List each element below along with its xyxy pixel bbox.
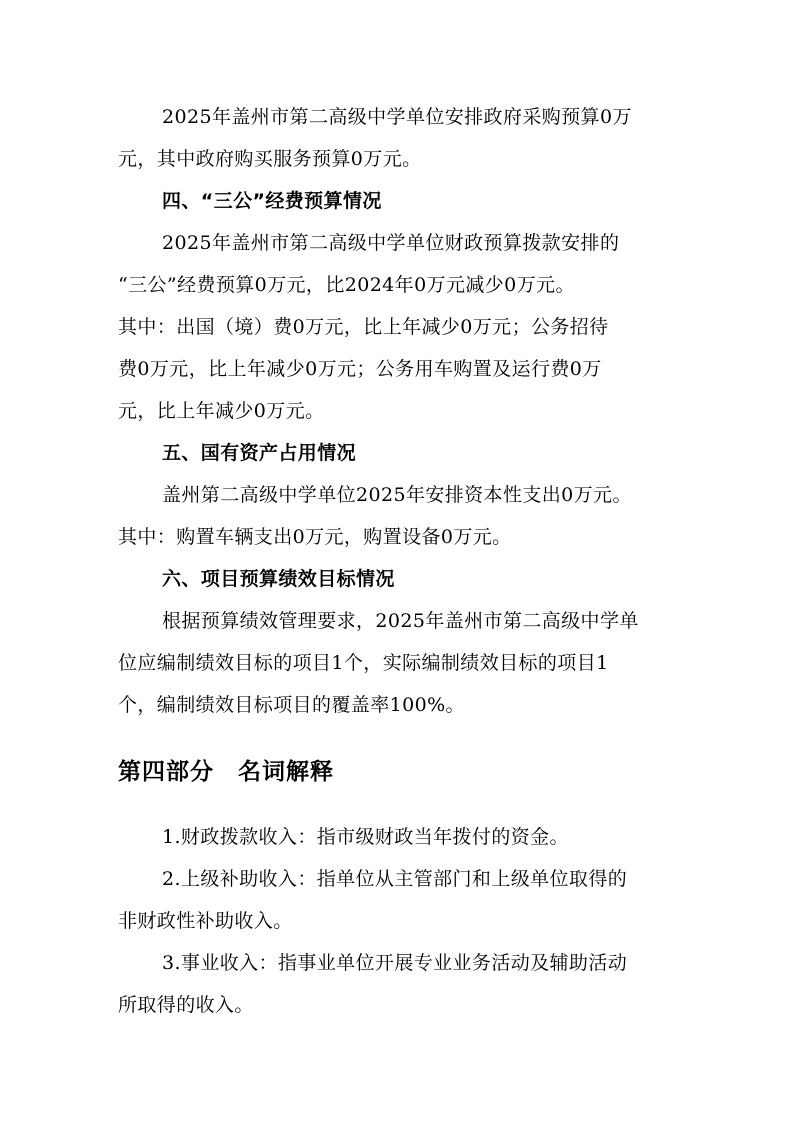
performance-paragraph-line-3: 个，编制绩效目标项目的覆盖率100%。 <box>118 694 465 716</box>
definition-3-line-1: 3.事业收入：指事业单位开展专业业务活动及辅助活动 <box>162 952 628 974</box>
three-public-paragraph-line-5: 元，比上年减少0万元。 <box>118 400 325 422</box>
performance-paragraph-line-1: 根据预算绩效管理要求，2025年盖州市第二高级中学单 <box>162 610 639 632</box>
three-public-paragraph-line-1: 2025年盖州市第二高级中学单位财政预算拨款安排的 <box>162 232 620 254</box>
section-heading-performance-goals: 六、项目预算绩效目标情况 <box>162 568 395 590</box>
section-heading-three-public: 四、“三公”经费预算情况 <box>162 190 382 212</box>
definition-2-line-2: 非财政性补助收入。 <box>118 910 293 932</box>
procurement-paragraph-line-1: 2025年盖州市第二高级中学单位安排政府采购预算0万 <box>162 106 632 128</box>
part-four-heading: 第四部分 名词解释 <box>118 759 334 785</box>
three-public-paragraph-line-4: 费0万元，比上年减少0万元；公务用车购置及运行费0万 <box>118 358 602 380</box>
procurement-paragraph-line-2: 元，其中政府购买服务预算0万元。 <box>118 148 422 170</box>
three-public-paragraph-line-2: “三公”经费预算0万元，比2024年0万元减少0万元。 <box>118 274 575 296</box>
assets-paragraph-line-2: 其中：购置车辆支出0万元，购置设备0万元。 <box>118 526 512 548</box>
definition-2-line-1: 2.上级补助收入：指单位从主管部门和上级单位取得的 <box>162 868 628 890</box>
three-public-paragraph-line-3: 其中：出国（境）费0万元，比上年减少0万元；公务招待 <box>118 316 609 338</box>
performance-paragraph-line-2: 位应编制绩效目标的项目1个，实际编制绩效目标的项目1 <box>118 652 609 674</box>
assets-paragraph-line-1: 盖州第二高级中学单位2025年安排资本性支出0万元。 <box>162 484 632 506</box>
section-heading-state-assets: 五、国有资产占用情况 <box>162 442 357 464</box>
definition-3-line-2: 所取得的收入。 <box>118 994 254 1016</box>
definition-1-line-1: 1.财政拨款收入：指市级财政当年拨付的资金。 <box>162 826 569 848</box>
